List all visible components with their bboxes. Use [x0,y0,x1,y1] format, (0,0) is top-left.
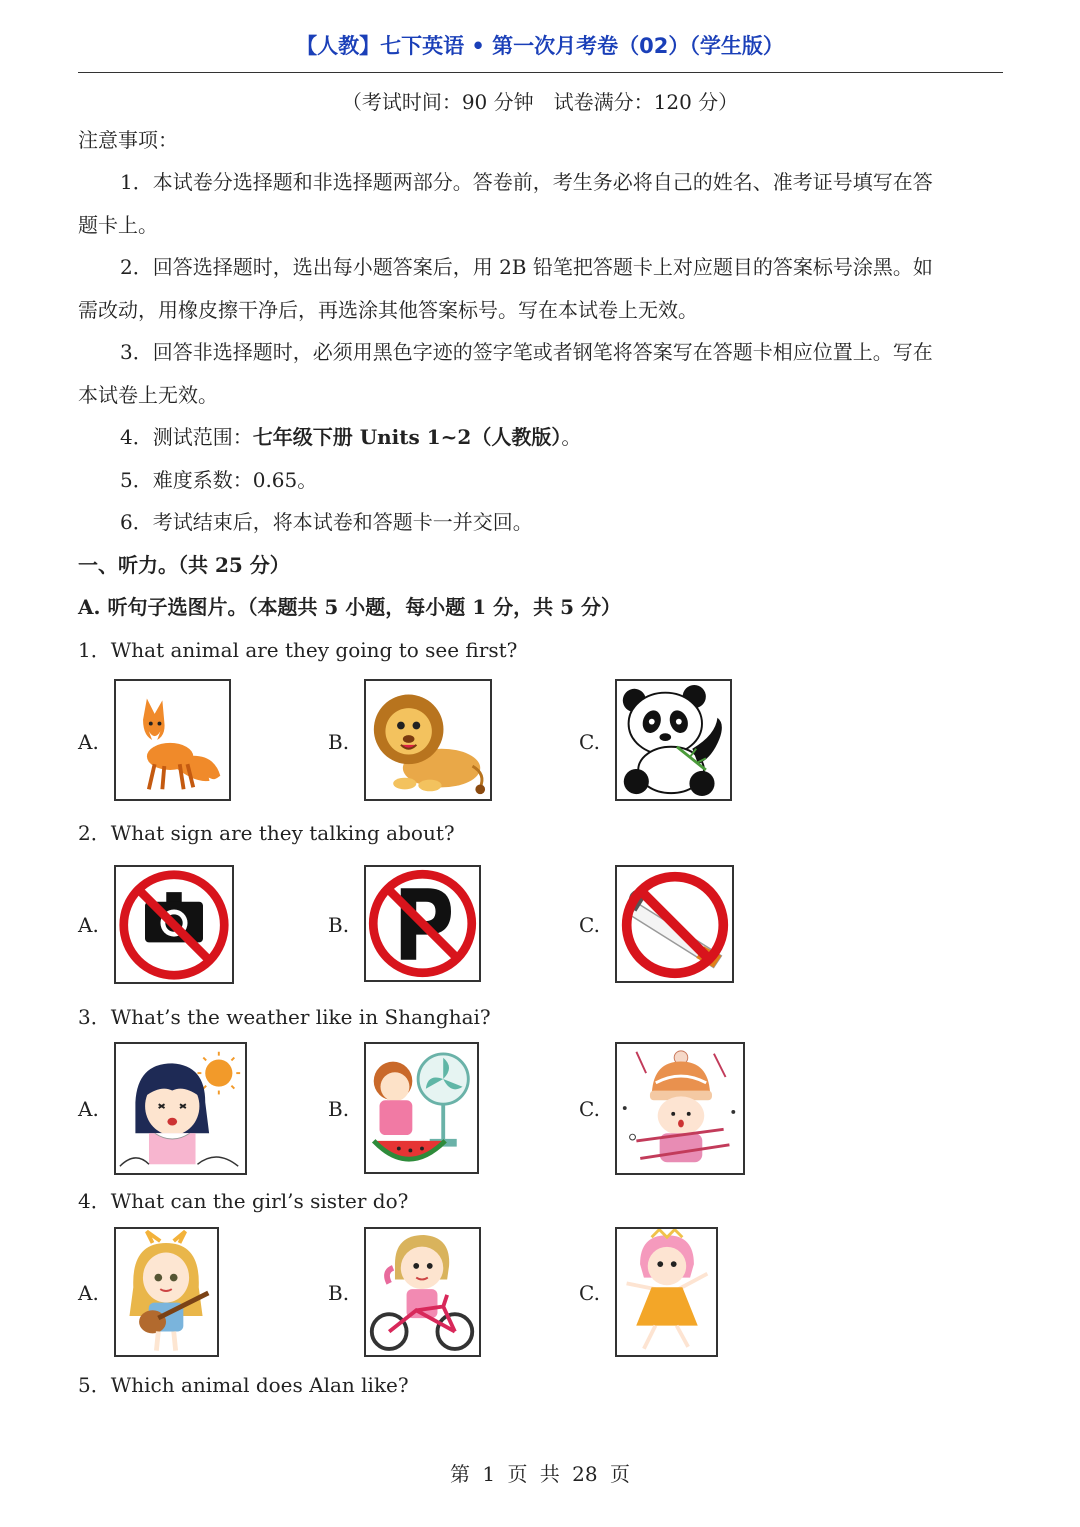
no-smoking-sign-image[interactable] [615,865,734,983]
part-a-title: A. 听句子选图片。（本题共 5 小题，每小题 1 分，共 5 分） [78,595,621,619]
note-4 [120,416,581,459]
no-camera-sign-icon [116,867,232,982]
notes-heading: 注意事项： [78,128,178,152]
no-smoking-sign-icon [617,867,732,981]
girl-bike-image[interactable] [364,1227,481,1357]
girl-riding-bike-icon [366,1229,479,1355]
note-2-line-1: 2．回答选择题时，选出每小题答案后，用 2B 铅笔把答题卡上对应题目的答案标号涂黑。如 [120,255,933,279]
exam-info: （考试时间：90 分钟 试卷满分：120 分） [341,90,739,114]
note-4-scope: 七年级下册 Units 1~2（人教版） [252,425,562,449]
q4-option-a-label: A. [78,1281,99,1305]
no-photos-sign-image[interactable] [114,865,234,984]
question-4: 4．What can the girl’s sister do? [78,1189,409,1213]
q2-option-a-label: A. [78,913,99,937]
header-divider [78,72,1003,73]
note-5: 5．难度系数：0.65。 [120,468,318,492]
no-parking-sign-icon [366,867,479,980]
fan-watermelon-girl-icon [366,1044,477,1172]
question-2: 2．What sign are they talking about? [78,821,455,845]
fox-icon [116,681,229,799]
cold-girl-icon [617,1044,743,1173]
note-4-prefix: 4．测试范围： [120,425,253,449]
note-1-line-2: 题卡上。 [78,213,158,237]
note-2-line-2: 需改动，用橡皮擦干净后，再选涂其他答案标号。写在本试卷上无效。 [78,298,698,322]
q2-option-b-label: B. [328,913,350,937]
cold-weather-image[interactable] [615,1042,745,1175]
note-1-line-1: 1．本试卷分选择题和非选择题两部分。答卷前，考生务必将自己的姓名、准考证号填写在答 [120,170,933,194]
note-6: 6．考试结束后，将本试卷和答题卡一并交回。 [120,510,533,534]
page-footer: 第 1 页 共 28 页 [450,1462,630,1486]
q1-option-a-label: A. [78,730,99,754]
girl-dancing-icon [617,1229,716,1355]
note-3-line-2: 本试卷上无效。 [78,383,218,407]
girl-guitar-image[interactable] [114,1227,219,1357]
girl-dancing-image[interactable] [615,1227,718,1357]
hot-weather-image[interactable] [114,1042,247,1175]
q1-option-b-label: B. [328,730,350,754]
fan-watermelon-image[interactable] [364,1042,479,1174]
q1-option-c-label: C. [579,730,600,754]
lion-image[interactable] [364,679,492,801]
no-parking-sign-image[interactable] [364,865,481,982]
section-1-title: 一、听力。（共 25 分） [78,553,290,577]
girl-playing-guitar-icon [116,1229,217,1355]
fox-image[interactable] [114,679,231,801]
q4-option-c-label: C. [579,1281,600,1305]
question-1: 1．What animal are they going to see first? [78,638,518,662]
q4-option-b-label: B. [328,1281,350,1305]
q3-option-b-label: B. [328,1097,350,1121]
q3-option-a-label: A. [78,1097,99,1121]
question-3: 3．What’s the weather like in Shanghai? [78,1005,491,1029]
panda-image[interactable] [615,679,732,801]
header-title: 【人教】七下英语 • 第一次月考卷（02）（学生版） [296,34,784,58]
lion-icon [366,681,490,799]
q2-option-c-label: C. [579,913,600,937]
panda-icon [617,681,730,799]
hot-girl-sun-icon [116,1044,245,1173]
note-4-suffix: 。 [561,425,582,449]
q3-option-c-label: C. [579,1097,600,1121]
question-5: 5．Which animal does Alan like? [78,1373,409,1397]
note-3-line-1: 3．回答非选择题时，必须用黑色字迹的签字笔或者钢笔将答案写在答题卡相应位置上。写在 [120,340,933,364]
